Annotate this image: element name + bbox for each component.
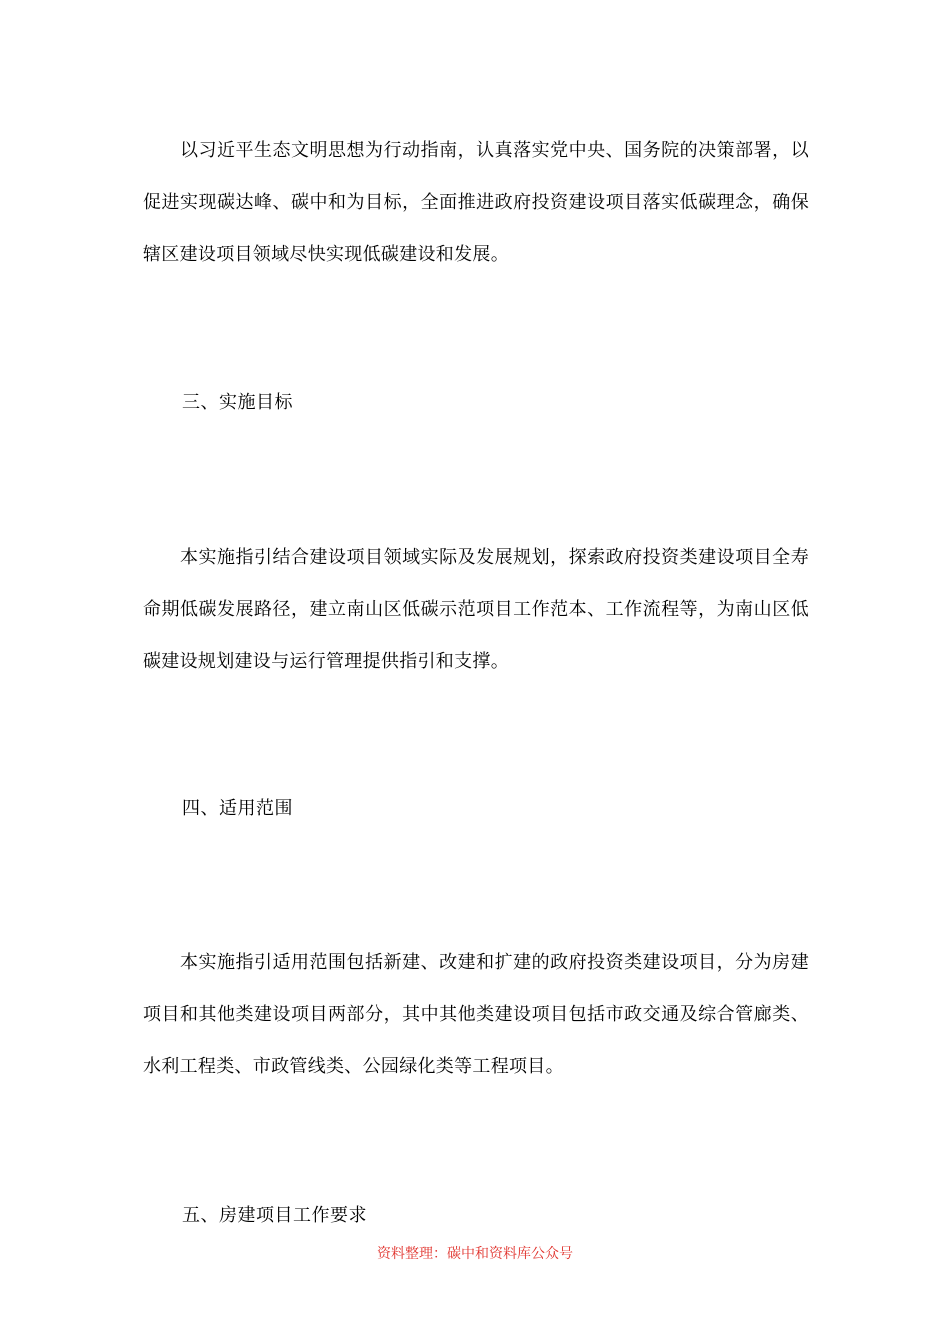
section-heading-implementation-goals: 三、实施目标 [182,392,293,413]
scope-paragraph: 本实施指引适用范围包括新建、改建和扩建的政府投资类建设项目，分为房建项目和其他类建设项目两部分，其中其他类建设项目包括市政交通及综合管廊类、水利工程类、市政管线类、公园绿化类等工程项目。 [143,952,809,1077]
goal-paragraph: 本实施指引结合建设项目领域实际及发展规划，探索政府投资类建设项目全寿命期低碳发展路径，建立南山区低碳示范项目工作范本、工作流程等，为南山区低碳建设规划建设与运行管理提供指引和支撑。 [143,547,809,672]
section-heading-scope: 四、适用范围 [182,798,293,819]
section-heading-building-requirements: 五、房建项目工作要求 [182,1205,367,1226]
source-footer: 资料整理：碳中和资料库公众号 [377,1246,573,1262]
guiding-paragraph: 以习近平生态文明思想为行动指南，认真落实党中央、国务院的决策部署，以促进实现碳达峰、碳中和为目标，全面推进政府投资建设项目落实低碳理念，确保辖区建设项目领域尽快实现低碳建设和发展。 [143,140,809,265]
